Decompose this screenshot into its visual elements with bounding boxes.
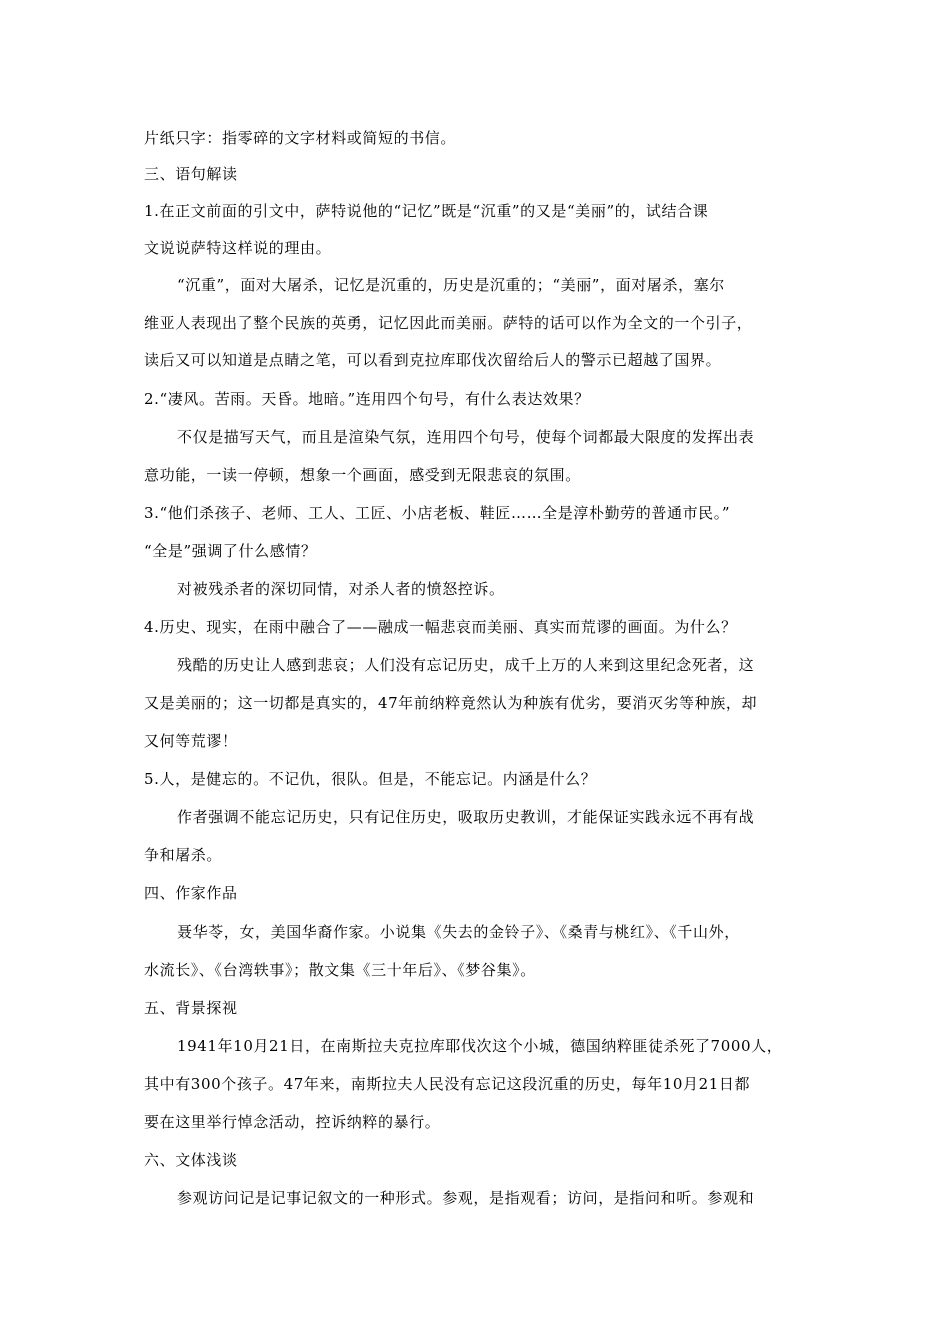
question-line: 2.“凄风。苦雨。天昏。地暗。”连用四个句号，有什么表达效果？: [144, 390, 590, 408]
question-line: 文说说萨特这样说的理由。: [144, 239, 332, 257]
text-line: 片纸只字：指零碎的文字材料或简短的书信。: [144, 129, 457, 147]
answer-line: 对被残杀者的深切同情，对杀人者的愤怒控诉。: [177, 580, 505, 598]
answer-line: 作者强调不能忘记历史，只有记住历史，吸取历史教训，才能保证实践永远不再有战: [177, 808, 755, 826]
answer-line: 意功能，一读一停顿，想象一个画面，感受到无限悲哀的氛围。: [144, 466, 581, 484]
question-line: 4.历史、现实，在雨中融合了——融成一幅悲哀而美丽、真实而荒谬的画面。为什么？: [144, 618, 737, 636]
text-line: 要在这里举行悼念活动，控诉纳粹的暴行。: [144, 1113, 441, 1131]
text-line: 1941年10月21日，在南斯拉夫克拉库耶伐次这个小城，德国纳粹匪徒杀死了7000人，: [177, 1037, 783, 1055]
section-heading: 三、语句解读: [144, 165, 238, 183]
answer-line: 又是美丽的；这一切都是真实的，47年前纳粹竟然认为种族有优劣，要消灭劣等种族，却: [144, 694, 758, 712]
question-line: 3.“他们杀孩子、老师、工人、工匠、小店老板、鞋匠……全是淳朴勤劳的普通市民。”: [144, 504, 731, 522]
section-heading: 四、作家作品: [144, 884, 238, 902]
question-line: 1.在正文前面的引文中，萨特说他的“记忆”既是“沉重”的又是“美丽”的，试结合课: [144, 202, 709, 220]
text-line: 参观访问记是记事记叙文的一种形式。参观，是指观看；访问，是指问和听。参观和: [177, 1189, 755, 1207]
text-line: 其中有300个孩子。47年来，南斯拉夫人民没有忘记这段沉重的历史，每年10月21日都: [144, 1075, 751, 1093]
answer-line: “沉重”，面对大屠杀，记忆是沉重的，历史是沉重的；“美丽”，面对屠杀，塞尔: [177, 276, 725, 294]
answer-line: 争和屠杀。: [144, 846, 223, 864]
answer-line: 维亚人表现出了整个民族的英勇，记忆因此而美丽。萨特的话可以作为全文的一个引子，: [144, 314, 753, 332]
answer-line: 又何等荒谬！: [144, 732, 238, 750]
answer-line: 残酷的历史让人感到悲哀；人们没有忘记历史，成千上万的人来到这里纪念死者，这: [177, 656, 755, 674]
question-line: “全是”强调了什么感情？: [144, 542, 317, 560]
text-line: 聂华苓，女，美国华裔作家。小说集《失去的金铃子》、《桑青与桃红》、《千山外，: [177, 923, 740, 941]
section-heading: 六、文体浅谈: [144, 1151, 238, 1169]
section-heading: 五、背景探视: [144, 999, 238, 1017]
answer-line: 读后又可以知道是点睛之笔，可以看到克拉库耶伐次留给后人的警示已超越了国界。: [144, 351, 722, 369]
answer-line: 不仅是描写天气，而且是渲染气氛，连用四个句号，使每个词都最大限度的发挥出表: [177, 428, 755, 446]
question-line: 5.人，是健忘的。不记仇，很队。但是，不能忘记。内涵是什么？: [144, 770, 597, 788]
text-line: 水流长》、《台湾轶事》；散文集《三十年后》、《梦谷集》。: [144, 961, 536, 979]
